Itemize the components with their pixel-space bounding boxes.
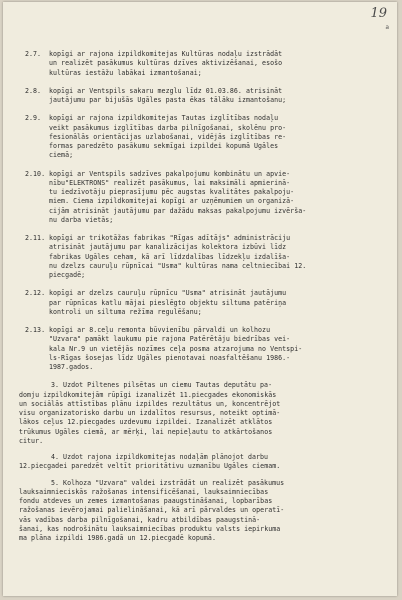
numbered-items: [19, 50, 385, 372]
text-line: formas paredzēto pasākumu sekmīgai izpildei kopumā Ugāles: [49, 142, 279, 150]
page-number: 19: [370, 6, 387, 21]
item-number: 2.13.: [25, 326, 46, 334]
text-line: ls-Rīgas šosejas līdz Ugāles pienotavai noasfaltēšanu 1986.-: [49, 353, 291, 362]
text-line: visu organizatorisko darbu un izdalītos resursus, noteikt optimā-: [19, 409, 281, 417]
text-line: šanai, kas nodrošinātu lauksaimniecības produktu valsts iepirkuma: [19, 524, 281, 533]
text-line: piecgadē;: [49, 271, 86, 279]
paragraph: [19, 453, 385, 472]
text-line: miem. Ciema izpildkomitejai kopīgi ar uzņēmumiem un organizā-: [49, 197, 295, 206]
text-line: lākos ceļus 12.piecgades uzdevumu izpildei. Izanalizēt atklātos: [19, 418, 273, 427]
item-number: 2.10.: [25, 169, 46, 178]
list-item: [19, 87, 385, 106]
text-line: kala Nr.9 un vietējās nozīmes ceļa posma atzarojuma no Ventspi-: [49, 344, 303, 353]
item-body: [49, 234, 385, 280]
text-line: kopīgi ar Ventspils sakaru mezglu līdz 01.03.86. atrisināt: [49, 86, 283, 95]
text-line: veikt pasākumus izglītības darba pilnīgošanai, skolēnu pro-: [49, 123, 287, 132]
text-line: citur.: [19, 436, 44, 445]
item-number: 2.7.: [25, 50, 42, 58]
list-item: [19, 114, 385, 160]
text-line: 4. Uzdot rajona izpildkomitejas nodaļām plānojot darbu: [51, 453, 269, 461]
text-line: "Uzvara" pamākt laukumu pie rajona Patērētāju biedrības vei-: [49, 335, 291, 344]
list-item: [19, 289, 385, 317]
document-text: [19, 50, 385, 550]
text-line: 3. Uzdot Piltenes pilsētas un ciemu Tautas deputātu pa-: [51, 381, 273, 390]
text-line: trūkumus Ugāles ciemā, ar mērķi, lai nepieļautu to atkārtošanos: [19, 427, 273, 436]
text-line: ma plāna izpildi 1986.gadā un 12.piecgadē kopumā.: [19, 534, 216, 542]
text-line: 1987.gados.: [49, 363, 94, 371]
item-body: [49, 170, 385, 226]
text-line: atrisināt jautājumu par kanalizācijas kolektora izbūvi līdz: [49, 243, 287, 252]
text-line: kopīgi ar Ventspils sadzīves pakalpojumu kombinātu un apvie-: [49, 169, 291, 178]
text-line: kopīgi ar trikotāžas fabrikas "Rīgas adītājs" administrāciju: [49, 234, 291, 242]
paragraph: [19, 381, 385, 446]
list-item: [19, 50, 385, 78]
text-line: lauksaimnieciskās ražošanas intensificēšanai, lauksaimniecības: [19, 487, 269, 496]
text-line: nību"ELEKTRONS" realizēt pasākumus, lai maksimāli apmierinā-: [49, 178, 291, 187]
item-number: 2.12.: [25, 289, 46, 298]
item-body: [49, 114, 385, 160]
text-line: domju izpildkomitejām rūpīgi izanalizēt 11.piecgades ekonomiskās: [19, 390, 277, 399]
paragraph: [19, 479, 385, 544]
list-item: [19, 170, 385, 226]
text-line: ciemā;: [49, 151, 74, 160]
text-line: kopīgi ar dzelzs cauruļu rūpnīcu "Usma" atrisināt jautājumu: [49, 289, 287, 298]
text-line: ražošanas ievērojamai palielināšanai, kā arī pārvaldes un operatī-: [19, 506, 285, 515]
text-line: fesionālās orientācijas uzlabošanai, vidējās izglītības re-: [49, 132, 287, 141]
paragraphs: [19, 381, 385, 543]
text-line: kopīgi ar rajona izpildkomitejas Kultūras nodaļu izstrādāt: [49, 50, 283, 58]
text-line: 5. Kolhoza "Uzvara" valdei izstrādāt un realizēt pasākumus: [51, 478, 285, 487]
item-body: [49, 87, 385, 106]
list-item: [19, 234, 385, 280]
text-line: par rūpnīcas katlu mājai pieslēgto objektu siltuma patēriņa: [49, 298, 287, 307]
item-number: 2.11.: [25, 234, 46, 242]
text-line: kopīgi ar 8.ceļu remonta būvvienību pārvaldi un kolhozu: [49, 326, 271, 334]
text-line: nu darba vietās;: [49, 215, 114, 224]
text-line: fabrikas Ugāles ceham, kā arī līdzdalības līdzekļu izdalīša-: [49, 252, 291, 261]
item-body: [49, 289, 385, 317]
text-line: jautājumu par bijušās Ugāles pasta ēkas tālāku izmantošanu;: [49, 96, 287, 104]
item-number: 2.9.: [25, 114, 42, 123]
document-page: [3, 2, 397, 596]
item-number: 2.8.: [25, 86, 42, 95]
item-body: [49, 50, 385, 78]
text-line: kontroli un siltuma režīma regulēšanu;: [49, 307, 202, 316]
text-line: vās vadības darba pilnīgošanai, kadru atbildības paaugstinā-: [19, 515, 261, 524]
corner-mark: a: [385, 24, 389, 31]
text-line: 12.piecgadei paredzēt veltīt prioritātivu uzmanību Ugāles ciemam.: [19, 462, 281, 471]
text-line: un sociālās attīstības plānu izpildes rezultātus un, koncentrējot: [19, 399, 281, 408]
text-line: tu iedzīvotāju pieprasījumu pēc augstas kvalitātes pakalpoju-: [49, 188, 295, 196]
text-line: cijām atrisināt jautājumu par dažādu maksas pakalpojumu izvērša-: [49, 206, 307, 215]
text-line: nu dzelzs cauruļu rūpnīcai "Usma" kultūras nama celtniecībai 12.: [49, 261, 307, 270]
text-line: fondu atdeves un zemes izmantošanas paaugstināšanai, lopbarības: [19, 497, 273, 505]
item-body: [49, 326, 385, 372]
list-item: [19, 326, 385, 372]
text-line: kopīgi ar rajona izpildkomitejas Tautas izglītības nodaļu: [49, 114, 279, 123]
text-line: un realizēt pasākumus kultūras dzīves aktivizēšanai, esošo: [49, 59, 283, 68]
text-line: kultūras iestāžu labākai izmantošanai;: [49, 68, 202, 77]
